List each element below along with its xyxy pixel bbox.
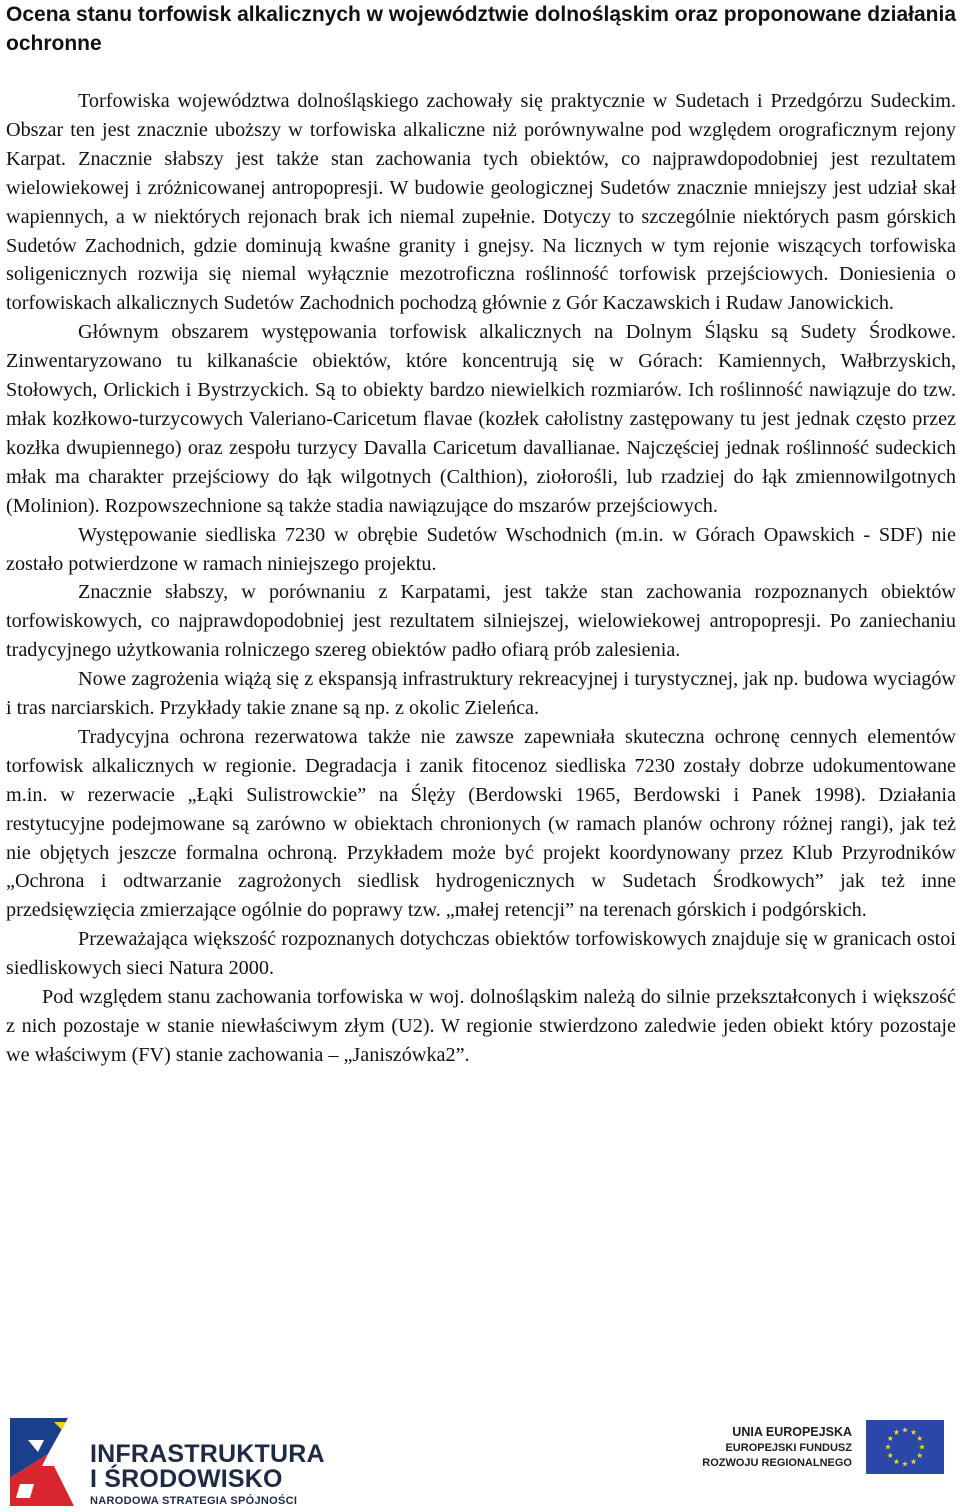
logo-right-line1: UNIA EUROPEJSKA <box>732 1425 852 1439</box>
footer-logos <box>0 1400 960 1512</box>
document-title: Ocena stanu torfowisk alkalicznych w województwie dolnośląskim oraz proponowane działania ochronne <box>6 3 956 55</box>
paragraph-7: Przeważająca większość rozpoznanych dotychczas obiektów torfowiskowych znajduje się w granicach ostoi siedliskowych sieci Natura 2000. <box>6 928 956 980</box>
infrastruktura-text <box>90 1442 325 1510</box>
nss-emblem-icon <box>8 1414 78 1510</box>
infrastruktura-srodowisko-logo <box>8 1408 325 1508</box>
paragraph-4: Znacznie słabszy, w porównaniu z Karpatami, jest także stan zachowania rozpoznanych obiektów torfowiskowych, co najprawdopodobniej jest rezultatem silniejszej, wielowiekowej antropopresji. Po zaniechaniu tradycyjnego użytkowania rolniczego szereg obiektów padło ofiarą prób zalesienia. <box>6 581 956 662</box>
paragraph-2: Głównym obszarem występowania torfowisk alkalicznych na Dolnym Śląsku są Sudety Środkowe. Zinwentaryzowano tu kilkanaście obiektów, które koncentrują się w Górach: Kamiennych, Wałbrzyskich, Stołowych, Orlickich i Bystrzyckich. Są to obiekty bardzo niewielkich rozmiarów. Ich roślinność nawiązuje do tzw. młak kozłkowo-turzycowych Valeriano-Caricetum flavae (kozłek całolistny zastępowany tu jest jednak często przez kozłka dwupiennego) oraz zespołu turzycy Davalla Caricetum davallianae. Najczęściej jednak roślinność sudeckich młak ma charakter przejściowy do łąk wilgotnych (Calthion), ziołorośli, lub rzadziej do łąk zmiennowilgotnych (Molinion). Rozpowszechnione są także stadia nawiązujące do mszarów przejściowych. <box>6 321 956 517</box>
paragraph-8: Pod względem stanu zachowania torfowiska w woj. dolnośląskim należą do silnie przekształconych i większość z nich pozostaje w stanie niewłaściwym złym (U2). W regionie stwierdzono zaledwie jeden obiekt który pozostaje we właściwym (FV) stanie zachowania – „Janiszówka2”. <box>6 986 956 1066</box>
eu-regional-fund-logo <box>682 1420 944 1490</box>
paragraph-5: Nowe zagrożenia wiążą się z ekspansją infrastruktury rekreacyjnej i turystycznej, jak np. budowa wyciagów i tras narciarskich. Przykłady takie znane są np. z okolic Zieleńca. <box>6 668 956 720</box>
logo-left-line3: NARODOWA STRATEGIA SPÓJNOŚCI <box>90 1495 298 1507</box>
document-page <box>6 0 956 1070</box>
logo-left-line1: INFRASTRUKTURA <box>90 1440 325 1468</box>
eu-text <box>682 1424 852 1471</box>
logo-left-line2: I ŚRODOWISKO <box>90 1465 283 1493</box>
eu-flag-icon <box>866 1420 944 1474</box>
paragraph-6: Tradycyjna ochrona rezerwatowa także nie zawsze zapewniała skuteczna ochronę cennych elementów torfowisk alkalicznych w regionie. Degradacja i zanik fitocenoz siedliska 7230 zostały dobrze udokumentowane m.in. w rezerwacie „Łąki Sulistrowckie” na Ślęży (Berdowski 1965, Berdowski i Panek 1998). Działania restytucyjne podejmowane są zarówno w obiektach chronionych (w ramach planów ochrony różnej rangi), jak też nie objętych jeszcze formalna ochroną. Przykładem może być projekt koordynowany przez Klub Przyrodników „Ochrona i odtwarzanie zagrożonych siedlisk hydrogenicznych w Sudetach Środkowych” jak też inne przedsięwzięcia zmierzające ogólnie do poprawy tzw. „małej retencji” na terenach górskich i podgórskich. <box>6 725 956 922</box>
paragraph-1: Torfowiska województwa dolnośląskiego zachowały się praktycznie w Sudetach i Przedgórzu Sudeckim. Obszar ten jest znacznie uboższy w torfowiska alkaliczne niż porównywalne pod względem orograficznym rejony Karpat. Znacznie słabszy jest także stan zachowania tych obiektów, co najprawdopodobniej jest rezultatem wielowiekowej i zróżnicowanej antropopresji. W budowie geologicznej Sudetów znacznie mniejszy jest udział skał wapiennych, a w niektórych rejonach brak ich niemal zupełnie. Dotyczy to szczególnie niektórych pasm górskich Sudetów Zachodnich, gdzie dominują kwaśne granity i gnejsy. Na licznych w tym rejonie wiszących torfowiska soligenicznych rozwija się niemal wyłącznie mezotroficzna roślinność torfowisk przejściowych. Doniesienia o torfowiskach alkalicznych Sudetów Zachodnich pochodzą głównie z Gór Kaczawskich i Rudaw Janowickich. <box>6 90 956 315</box>
logo-right-line2: EUROPEJSKI FUNDUSZ <box>725 1442 852 1454</box>
logo-right-line3: ROZWOJU REGIONALNEGO <box>702 1457 852 1469</box>
paragraph-3: Występowanie siedliska 7230 w obrębie Sudetów Wschodnich (m.in. w Górach Opawskich - SDF) nie zostało potwierdzone w ramach niniejszego projektu. <box>6 523 956 575</box>
